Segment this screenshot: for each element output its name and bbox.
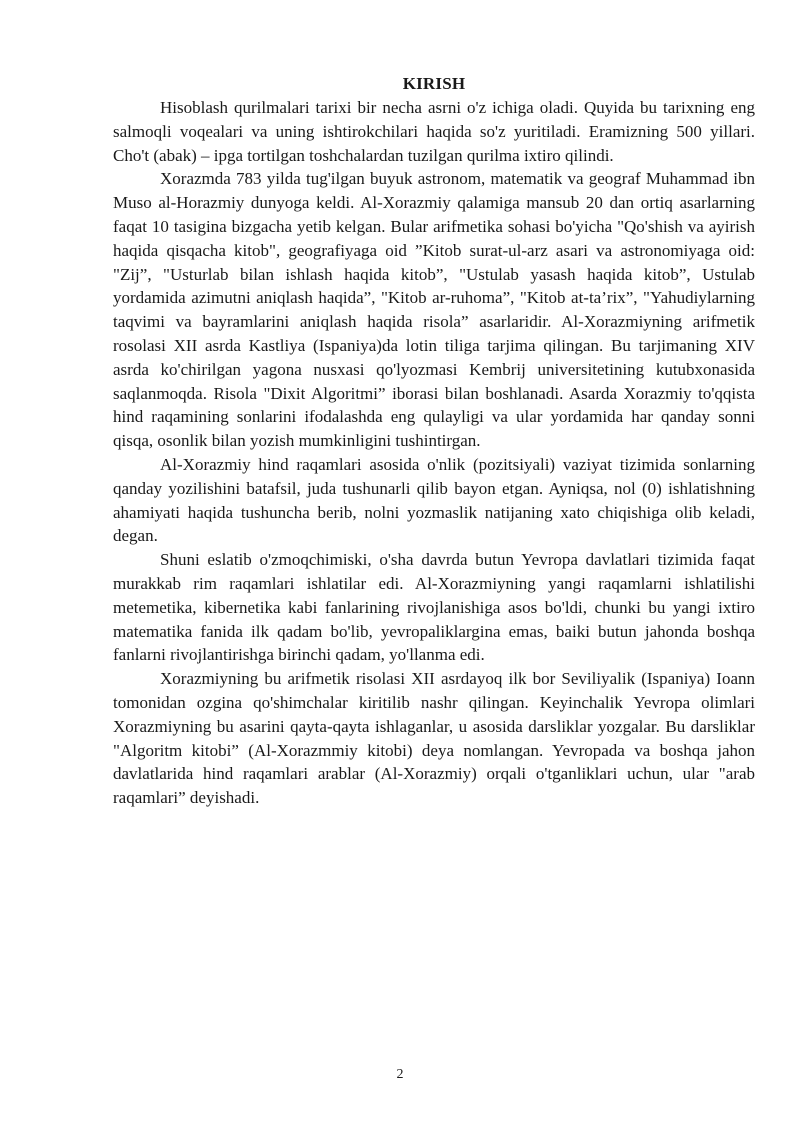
paragraph-1: Hisoblash qurilmalari tarixi bir necha asrni o'z ichiga oladi. Quyida bu tarixning eng salmoqli voqealari va uning ishtirokchilari haqida so'z yuritiladi. Eramizning 500 yillari. Cho't (abak) – ipga tortilgan toshchalardan tuzilgan qurilma ixtiro qilindi. [113,98,755,165]
paragraph-5: Xorazmiyning bu arifmetik risolasi XII asrdayoq ilk bor Seviliyalik (Ispaniya) Ioann tomonidan ozgina qo'shimchalar kiritilib nashr qilingan. Keyinchalik Yevropa olimlari Xorazmiyning bu asarini qayta-qayta ishlaganlar, u asosida darsliklar yozgalar. Bu darsliklar "Algoritm kitobi” (Al-Xorazmmiy kitobi) deya nomlangan. Yevropada va boshqa jahon davlatlarida hind raqamlari arablar (Al-Xorazmiy) orqali o'tganliklari uchun, ular "arab raqamlari” deyishadi. [113,669,755,808]
paragraph-2: Xorazmda 783 yilda tug'ilgan buyuk astronom, matematik va geograf Muhammad ibn Muso al-Horazmiy dunyoga keldi. Al-Xorazmiy qalamiga mansub 20 dan ortiq asarlarning faqat 10 tasigina bizgacha yetib kelgan. Bular arifmetika sohasi bo'yicha "Qo'shish va ayirish haqida qisqacha kitob", geografiyaga oid ”Kitob surat-ul-arz asari va astronomiyaga oid: "Zij”, "Usturlab bilan ishlash haqida kitob”, "Ustulab yasash haqida kitob”, Ustulab yordamida azimutni aniqlash haqida”, "Kitob ar-ruhoma”, "Kitob at-ta’rix”, "Yahudiylarning taqvimi va bayramlarini aniqlash haqida risola” asarlaridir. Al-Xorazmiyning arifmetik rosolasi XII asrda Kastliya (Ispaniya)da lotin tiliga tarjima qilingan. Bu tarjimaning XIV asrda ko'chirilgan yagona nusxasi qo'lyozmasi Kembrij universitetining kutubxonasida saqlanmoqda. Risola "Dixit Algoritmi” iborasi bilan boshlanadi. Asarda Xorazmiy to'qqista hind raqamining sonlarini ifodalashda eng qulayligi va ular yordamida har qanday sonni qisqa, osonlik bilan yozish mumkinligini tushintirgan. [113,169,755,451]
page-number: 2 [396,1067,404,1082]
paragraph-3: Al-Xorazmiy hind raqamlari asosida o'nlik (pozitsiyali) vaziyat tizimida sonlarning qanday yozilishini batafsil, juda tushunarli qilib bayon etgan. Ayniqsa, nol (0) ishlatishning ahamiyati haqida tushuncha berib, nolni yozmaslik natijaning xato chiqishiga olib keladi, degan. [113,454,755,546]
page-title: KIRISH [402,74,466,93]
paragraph-4: Shuni eslatib o'zmoqchimiski, o'sha davrda butun Yevropa davlatlari tizimida faqat murakkab rim raqamlari ishlatilar edi. Al-Xorazmiyning yangi raqamlarni ishlatilishi metemetika, kibernetika kabi fanlarining rivojlanishiga asos bo'ldi, chunki bu yangi ixtiro matematika fanida ilk qadam bo'lib, yevropaliklargina emas, baiki butun jahonda boshqa fanlarni rivojlantirishga birinchi qadam, yo'llanma edi. [113,550,755,665]
page-content [113,72,755,810]
